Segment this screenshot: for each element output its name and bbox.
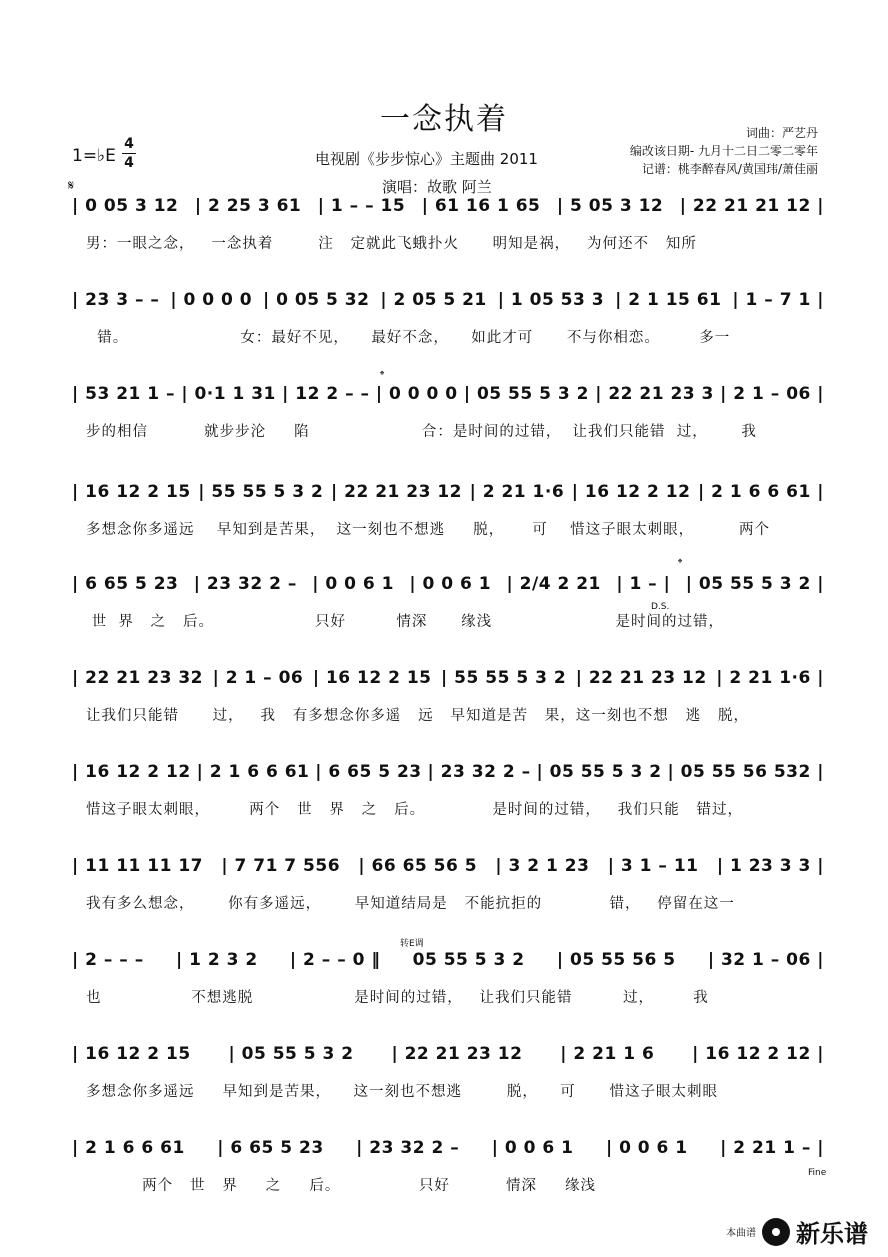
measure: | 22 21 23 3 bbox=[595, 384, 714, 404]
measure: | 05 55 56 532 | bbox=[667, 762, 824, 782]
measure: | 2/4 2 21 bbox=[506, 574, 601, 594]
measure: | 55 55 5 3 2 bbox=[441, 668, 567, 688]
measure: | 66 65 56 5 bbox=[358, 856, 478, 876]
transcriber: 记谱：桃李醉春风/黄国玮/萧佳丽 bbox=[641, 162, 818, 176]
measure: | 22 21 23 12 bbox=[330, 482, 462, 502]
measure: | 05 55 5 3 2 | bbox=[685, 574, 824, 594]
measure: | 1 2 3 2 bbox=[175, 950, 258, 970]
site-logo bbox=[726, 1214, 868, 1249]
measure: | 05 55 56 5 bbox=[556, 950, 676, 970]
measure: | 5 05 3 12 bbox=[556, 196, 664, 216]
segno-icon: 𝄋 bbox=[68, 178, 75, 194]
measure: | 16 12 2 15 bbox=[72, 1044, 191, 1064]
record-icon bbox=[762, 1218, 790, 1246]
measure: | 2 1 – 06 | bbox=[720, 384, 824, 404]
measure: | 16 12 2 12 bbox=[72, 762, 191, 782]
measure: | 0·1 1 31 bbox=[181, 384, 276, 404]
subtitle: 电视剧《步步惊心》主题曲 2011 bbox=[315, 150, 538, 168]
measure: | 0 0 0 0 bbox=[170, 290, 253, 310]
coda-icon: 𝄌 bbox=[678, 556, 683, 570]
measure: | 1 23 3 3 | bbox=[716, 856, 824, 876]
measure: | 2 1 – 06 bbox=[212, 668, 304, 688]
measure: | 1 – 7 1 | bbox=[732, 290, 824, 310]
notation-row bbox=[72, 384, 824, 404]
measure: | 7 71 7 556 bbox=[221, 856, 341, 876]
lyrics-row: 惜这子眼太刺眼， 两个 世 界 之 后。 是时间的过错， 我们只能 错过， bbox=[86, 802, 744, 818]
measure: | 0 0 6 1 bbox=[312, 574, 394, 594]
notation-row bbox=[72, 196, 824, 216]
ds-mark: D.S. bbox=[651, 602, 670, 612]
measure: | 2 21 1 6 bbox=[560, 1044, 655, 1064]
measure: | 16 12 2 12 | bbox=[692, 1044, 824, 1064]
logo-prefix: 本曲谱 bbox=[726, 1228, 756, 1239]
measure: | 6 65 5 23 bbox=[315, 762, 422, 782]
lyrics-row: 两个 世 界 之 后。 只好 情深 缘浅 bbox=[86, 1178, 597, 1194]
measure: | 23 3 – – bbox=[72, 290, 160, 310]
measure: | 3 1 – 11 bbox=[607, 856, 699, 876]
lyrics-row: 让我们只能错 过， 我 有多想念你多遥 远 早知道是苦 果，这一刻也不想 逃 脱， bbox=[86, 708, 749, 724]
measure: | 2 25 3 61 bbox=[194, 196, 302, 216]
measure: | 32 1 – 06 | bbox=[707, 950, 824, 970]
fine-mark: Fine bbox=[808, 1168, 827, 1178]
lyrics-row: 世 界 之 后。 只好 情深 缘浅 是时间的过错， bbox=[86, 614, 724, 630]
measure: | 2 21 1·6 | bbox=[716, 668, 824, 688]
measure: | 2 – – – bbox=[72, 950, 144, 970]
measure: | 22 21 21 12 | bbox=[679, 196, 824, 216]
notation-row bbox=[72, 290, 824, 310]
measure: | 1 05 53 3 bbox=[497, 290, 605, 310]
lyrics-row: 步的相信 就步步沦 陷 合：是时间的过错， 让我们只能错 过， 我 bbox=[86, 424, 757, 440]
notation-row bbox=[72, 762, 824, 782]
measure: | 0 0 6 1 bbox=[605, 1138, 688, 1158]
measure: | 2 21 1·6 bbox=[469, 482, 565, 502]
time-signature bbox=[122, 136, 136, 171]
measure: | 2 1 6 6 61 | bbox=[698, 482, 824, 502]
measure: | 3 2 1 23 bbox=[495, 856, 590, 876]
lyrics-row: 也 不想逃脱 是时间的过错， 让我们只能错 过， 我 bbox=[86, 990, 709, 1006]
key-signature: 1=♭E bbox=[72, 146, 116, 166]
measure: | 0 05 5 32 bbox=[263, 290, 370, 310]
measure: | 23 32 2 – bbox=[427, 762, 531, 782]
measure: | 16 12 2 15 bbox=[312, 668, 432, 688]
measure: | 0 0 6 1 bbox=[491, 1138, 574, 1158]
measure: | 6 65 5 23 bbox=[72, 574, 179, 594]
measure: | 61 16 1 65 bbox=[421, 196, 541, 216]
measure: | 2 – – 0 ‖ bbox=[289, 950, 381, 970]
measure: | 2 21 1 – | bbox=[720, 1138, 824, 1158]
lyrics-row: 错。 女：最好不见， 最好不念， 如此才可 不与你相恋。 多一 bbox=[86, 330, 731, 346]
measure: | 1 – – 15 bbox=[317, 196, 406, 216]
measure: | 12 2 – – bbox=[282, 384, 370, 404]
measure: | 0 0 6 1 bbox=[409, 574, 492, 594]
key-change-mark: 转E调 bbox=[400, 939, 424, 949]
edit-date: 编改该日期- 九月十二日二零二零年 bbox=[629, 144, 818, 158]
lyrics-row: 我有多么想念， 你有多遥远， 早知道结局是 不能抗拒的 错， 停留在这一 bbox=[86, 896, 735, 912]
measure: | 23 32 2 – bbox=[193, 574, 297, 594]
composer: 词曲：严艺丹 bbox=[745, 126, 818, 140]
lyrics-row: 多想念你多遥远 早知到是苦果， 这一刻也不想逃 脱， 可 惜这子眼太刺眼 bbox=[86, 1084, 718, 1100]
measure: | 0 05 3 12 bbox=[72, 196, 179, 216]
measure: | 16 12 2 12 bbox=[571, 482, 691, 502]
measure: | 22 21 23 12 bbox=[575, 668, 707, 688]
meter-bottom: 4 bbox=[124, 155, 134, 171]
coda-icon-2: 𝄌 bbox=[380, 368, 385, 382]
measure: | 05 55 5 3 2 bbox=[536, 762, 662, 782]
measure: | 0 0 0 0 bbox=[375, 384, 458, 404]
measure: | 2 05 5 21 bbox=[380, 290, 487, 310]
notation-row bbox=[72, 574, 824, 594]
notation-row bbox=[72, 668, 824, 688]
measure: | 53 21 1 – bbox=[72, 384, 176, 404]
notation-row bbox=[72, 950, 824, 970]
lyrics-row: 多想念你多遥远 早知到是苦果， 这一刻也不想逃 脱， 可 惜这子眼太刺眼， 两个 bbox=[86, 522, 771, 538]
lyrics-row: 男：一眼之念， 一念执着 注 定就此飞蛾扑火 明知是祸， 为何还不 知所 bbox=[86, 236, 697, 252]
measure: | 05 55 5 3 2 bbox=[228, 1044, 354, 1064]
measure: | 1 – | bbox=[616, 574, 671, 594]
measure: | 2 1 6 6 61 bbox=[72, 1138, 185, 1158]
measure: | 55 55 5 3 2 bbox=[198, 482, 324, 502]
measure: | 22 21 23 12 bbox=[391, 1044, 523, 1064]
measure: | 22 21 23 32 bbox=[72, 668, 204, 688]
logo-text: 新乐谱 bbox=[796, 1220, 868, 1248]
meter-top: 4 bbox=[124, 136, 134, 152]
notation-row bbox=[72, 1044, 824, 1064]
notation-row bbox=[72, 856, 824, 876]
measure: | 05 55 5 3 2 bbox=[463, 384, 589, 404]
page-title: 一念执着 bbox=[380, 102, 508, 137]
measure: | 2 1 15 61 bbox=[615, 290, 722, 310]
measure: | 6 65 5 23 bbox=[217, 1138, 324, 1158]
notation-row bbox=[72, 1138, 824, 1158]
measure: | 23 32 2 – bbox=[356, 1138, 460, 1158]
measure: | 11 11 11 17 bbox=[72, 856, 204, 876]
measure: 05 55 5 3 2 bbox=[412, 950, 525, 970]
singer: 演唱：故歌 阿兰 bbox=[382, 178, 492, 196]
measure: | 16 12 2 15 bbox=[72, 482, 191, 502]
measure: | 2 1 6 6 61 bbox=[196, 762, 310, 782]
notation-row bbox=[72, 482, 824, 502]
